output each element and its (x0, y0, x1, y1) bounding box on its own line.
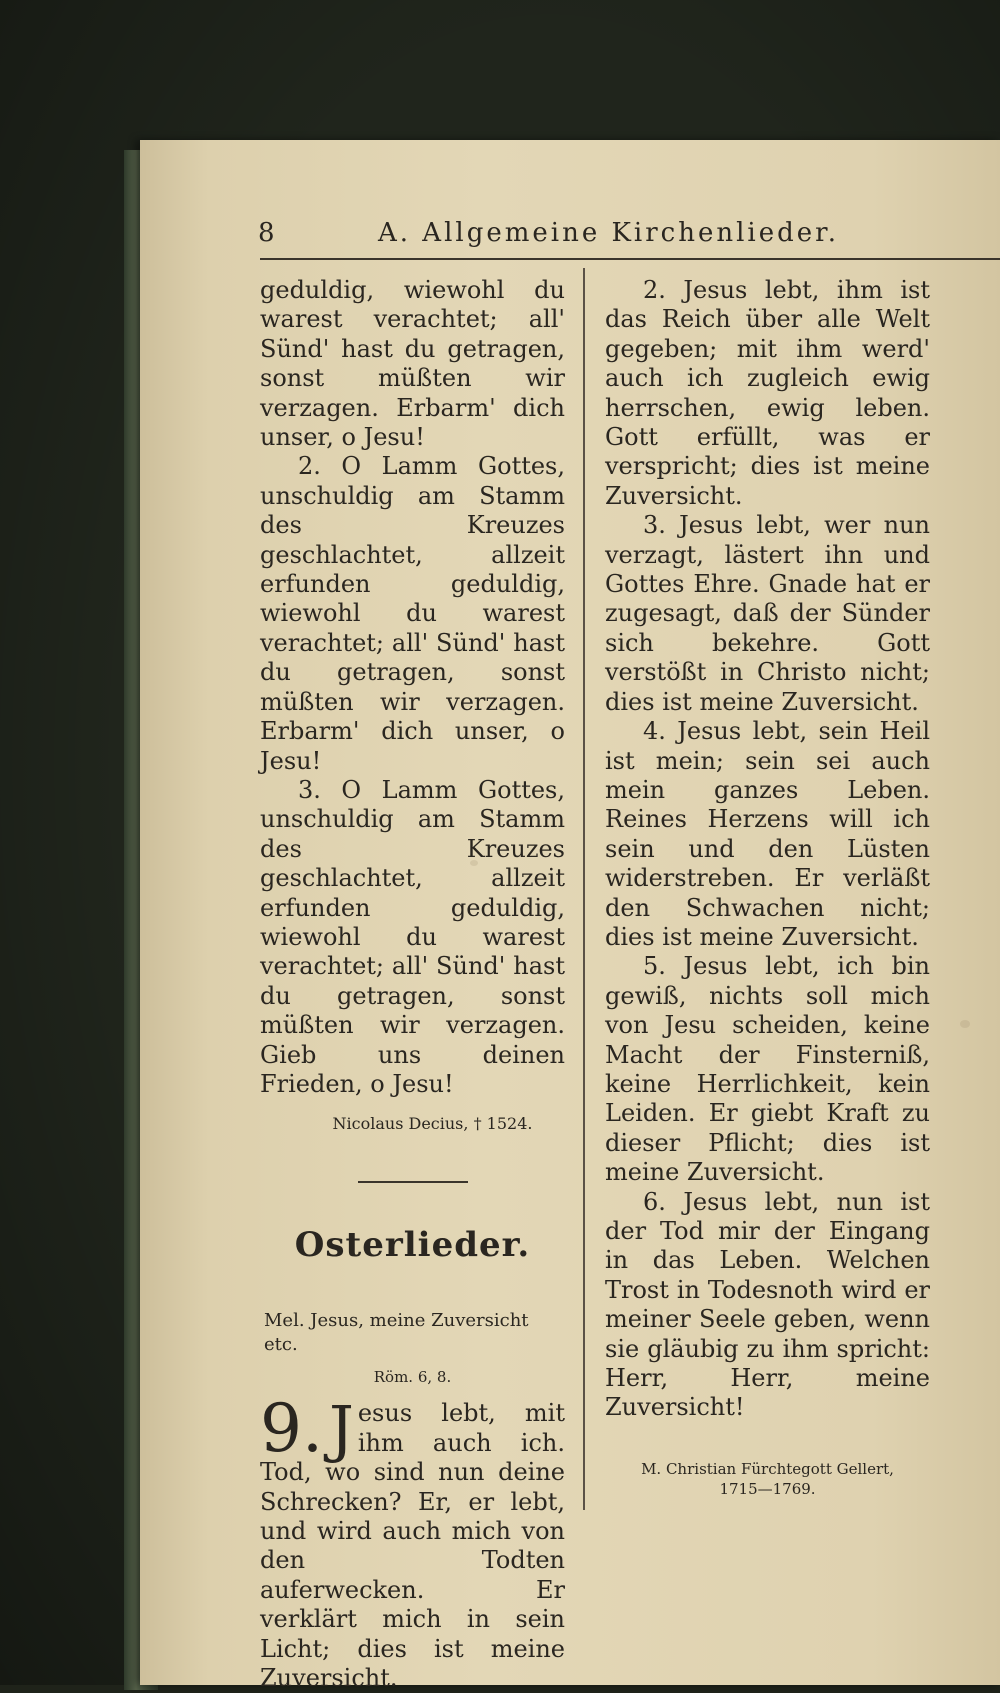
attribution-dates: 1715—1769. (719, 1479, 816, 1498)
left-column (260, 276, 565, 1693)
page-header (258, 218, 1000, 262)
book-page (140, 140, 1000, 1693)
right-column (605, 276, 930, 1499)
verse-5: 5. Jesus lebt, ich bin gewiß, nichts soll mich von Jesu scheiden, keine Macht der Finsterniß, keine Herrlichkeit, kein Leiden. Er giebt Kraft zu dieser Pflicht; dies ist meine Zuversicht. (605, 952, 930, 1187)
column-divider (583, 268, 585, 1510)
verse-6: 6. Jesus lebt, nun ist der Tod mir der Eingang in das Leben. Welchen Trost in Todesnoth wird er meiner Seele geben, wenn sie gläubig zu ihm spricht: Herr, Herr, meine Zuversicht! (605, 1187, 930, 1422)
section-heading: Osterlieder. (294, 1225, 531, 1266)
verse-2: 2. O Lamm Gottes, unschuldig am Stamm des Kreuzes geschlachtet, allzeit erfunden geduldig, wiewohl du warest verachtet; all' Sünd' hast du getragen, sonst müßten wir verzagen. Erbarm' dich unser, o Jesu! (260, 452, 565, 775)
verse-3: 3. O Lamm Gottes, unschuldig am Stamm des Kreuzes geschlachtet, allzeit erfunden geduldig, wiewohl du warest verachtet; all' Sünd' hast du getragen, sonst müßten wir verzagen. Gieb uns deinen Frieden, o Jesu! (260, 775, 565, 1098)
header-rule (260, 258, 1000, 260)
hymn-9-verse-1 (260, 1390, 565, 1693)
author-attribution: Nicolaus Decius, † 1524. (332, 1114, 533, 1134)
verse-3: 3. Jesus lebt, wer nun verzagt, lästert ihn und Gottes Ehre. Gnade hat er zugesagt, daß der Sünder sich bekehre. Gott verstößt in Christo nicht; dies ist meine Zuversicht. (605, 511, 930, 716)
attribution-name: M. Christian Fürchtegott Gellert, (641, 1459, 894, 1478)
scripture-reference: Röm. 6, 8. (373, 1368, 452, 1387)
drop-initial: J (328, 1392, 354, 1466)
section-divider (358, 1181, 468, 1183)
running-title: A. Allgemeine Kirchenlieder. (378, 218, 839, 248)
verse-4: 4. Jesus lebt, sein Heil ist mein; sein sei auch mein ganzes Leben. Reines Herzens will ich sein und den Lüsten widerstreben. Er verläßt den Schwachen nicht; dies ist meine Zuversicht. (605, 717, 930, 951)
paper-blemish (960, 1020, 970, 1028)
verse-2: 2. Jesus lebt, ihm ist das Reich über alle Welt gegeben; mit ihm werd' auch ich zugleich ewig herrschen, ewig leben. Gott erfüllt, was er verspricht; dies ist meine Zuversicht. (605, 276, 930, 510)
page-number: 8 (258, 218, 275, 248)
author-attribution (605, 1459, 930, 1499)
hymn-verse-text: esus lebt, mit ihm auch ich. Tod, wo sind nun deine Schrecken? Er, er lebt, und wird auch mich von den Todten auferwecken. Er verklärt mich in sein Licht; dies ist meine Zuversicht. (260, 1399, 565, 1693)
hymn-number: 9. (260, 1390, 323, 1468)
melody-note: Mel. Jesus, meine Zuversicht etc. (264, 1310, 529, 1356)
verse-continuation: geduldig, wiewohl du warest verachtet; all' Sünd' hast du getragen, sonst müßten wir verzagen. Erbarm' dich unser, o Jesu! (260, 276, 565, 452)
